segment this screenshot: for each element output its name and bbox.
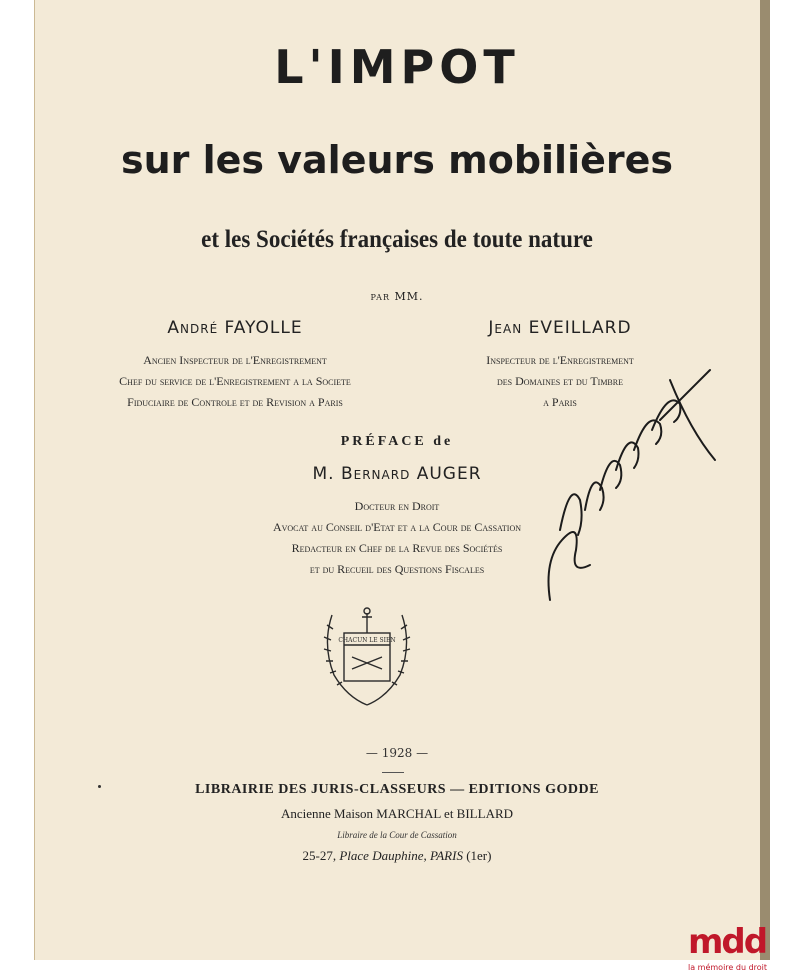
emblem-motto: CHACUN LE SIEN	[338, 637, 396, 644]
mdd-logo	[688, 922, 794, 976]
preface-role-line: Docteur en Droit	[354, 499, 440, 513]
paper-speck	[98, 785, 101, 788]
preface-role-line: et du Recueil des Questions Fiscales	[309, 562, 485, 576]
preface-label: PRÉFACE de	[340, 434, 454, 449]
publisher-address	[34, 848, 760, 864]
author-name-fayolle: André FAYOLLE	[167, 318, 303, 338]
book-spine-edge	[760, 0, 770, 960]
preface-author-name: M. Bernard AUGER	[312, 464, 482, 484]
preface-role-line: Avocat au Conseil d'Etat et a la Cour de Cassation	[272, 520, 522, 534]
publisher-emblem-icon	[312, 605, 422, 715]
author-role-line: Ancien Inspecteur de l'Enregistrement	[143, 353, 327, 367]
publication-year: — 1928 —	[365, 746, 429, 760]
author-roles-fayolle	[60, 350, 410, 413]
author-name-eveillard: Jean EVEILLARD	[488, 318, 632, 338]
publisher-former-house: Ancienne Maison MARCHAL et BILLARD	[280, 806, 514, 821]
handwritten-signature-icon	[540, 360, 720, 620]
author-role-line: Chef du service de l'Enregistrement a la Societe	[119, 374, 351, 388]
book-subtitle-secondary: et les Sociétés françaises de toute nature	[201, 226, 593, 253]
divider	[382, 772, 404, 773]
address-arrondissement: (1er)	[466, 848, 492, 863]
address-number: 25-27,	[302, 848, 337, 863]
author-role-line: a Paris	[543, 395, 577, 409]
publisher-name: LIBRAIRIE DES JURIS-CLASSEURS — EDITIONS GODDE	[195, 782, 599, 797]
book-subtitle: sur les valeurs mobilières	[120, 138, 674, 182]
by-authors-label: par MM.	[370, 290, 424, 303]
mdd-logo-mark: mdd	[688, 922, 767, 962]
author-role-line: Inspecteur de l'Enregistrement	[486, 353, 634, 367]
book-title: L'IMPOT	[274, 40, 520, 94]
mdd-logo-tagline: la mémoire du droit	[688, 963, 768, 972]
author-role-line: Fiduciaire de Controle et de Revision a Paris	[127, 395, 343, 409]
publisher-libraire-note: Libraire de la Cour de Cassation	[337, 830, 457, 840]
preface-role-line: Redacteur en Chef de la Revue des Sociétés	[291, 541, 503, 555]
address-place: Place Dauphine, PARIS	[339, 848, 463, 863]
bottom-margin	[34, 960, 770, 976]
background-margin	[770, 0, 800, 960]
author-role-line: des Domaines et du Timbre	[496, 374, 623, 388]
